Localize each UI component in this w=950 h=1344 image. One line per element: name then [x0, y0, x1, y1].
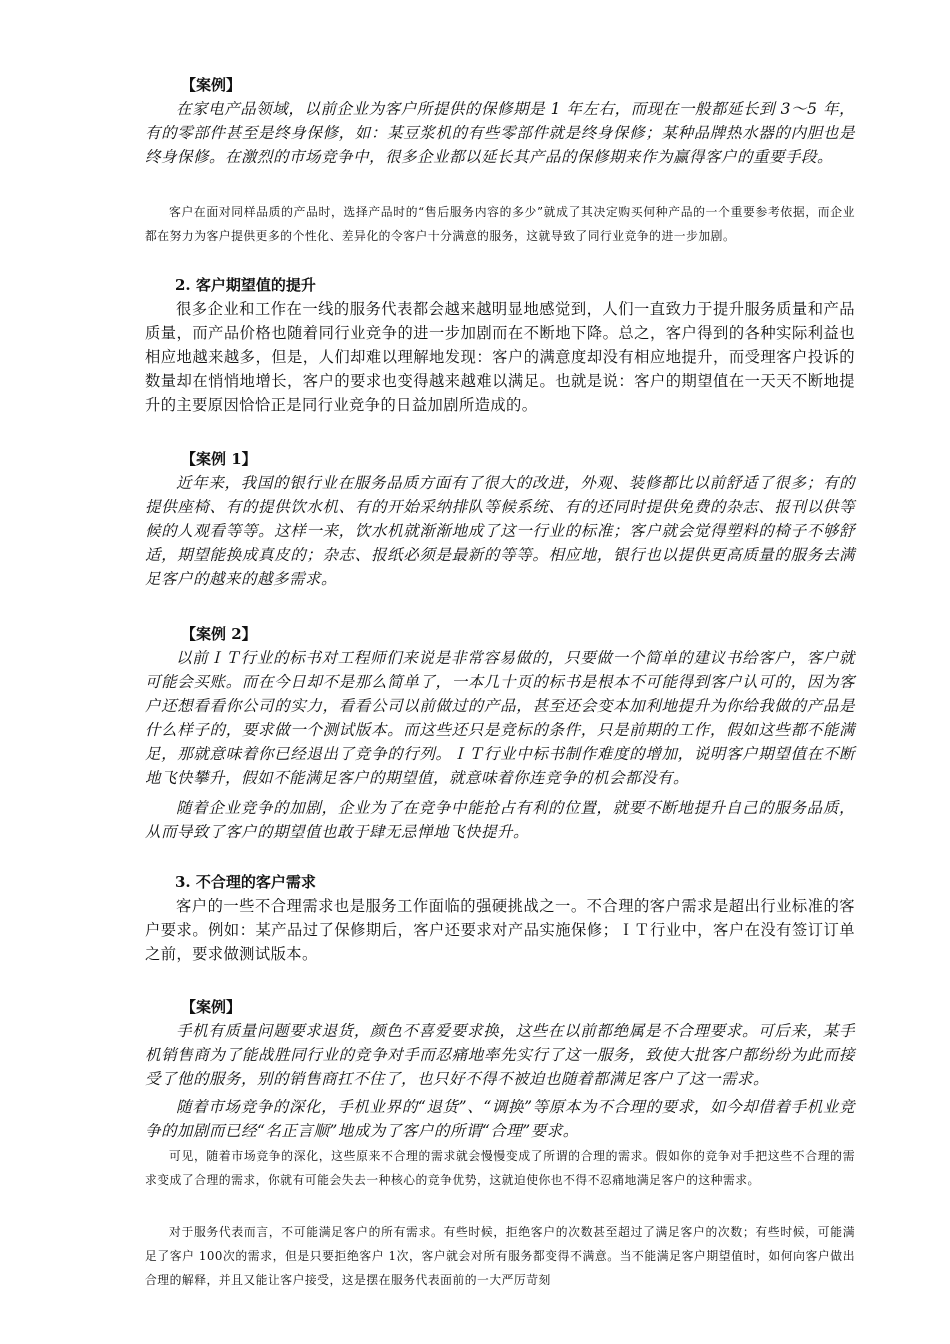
case-text-2: 近年来，我国的银行业在服务品质方面有了很大的改进，外观、装修都比以前舒适了很多；有的提供座椅、有的提供饮水机、有的开始采纳排队等候系统、有的还同时提供免费的杂志、报刊以供等候的人观看等等。这样一来，饮水机就渐渐地成了这一行业的标准；客户就会觉得塑料的椅子不够舒适，期望能换成真皮的；杂志、报纸必须是最新的等等。相应地，银行也以提供更高质量的服务去满足客户的越来的越多需求。 [145, 474, 855, 588]
paragraph-section-3: 客户的一些不合理需求也是服务工作面临的强硬挑战之一。不合理的客户需求是超出行业标准的客户要求。例如：某产品过了保修期后，客户还要求对产品实施保修；ＩＴ行业中，客户在没有签订订单之前，要求做测试版本。 [145, 897, 855, 963]
paragraph-after-case-1: 客户在面对同样品质的产品时，选择产品时的“售后服务内容的多少”就成了其决定购买何种产品的一个重要参考依据，而企业都在努力为客户提供更多的个性化、差异化的令客户十分满意的服务，这就导致了同行业竞争的进一步加剧。 [145, 205, 855, 243]
section-heading-3: 3. 不合理的客户需求 [175, 873, 316, 891]
case-text-4b: 随着市场竞争的深化，手机业界的“退货”、“调换”等原本为不合理的要求，如今却借着手机业竞争的加剧而已经“名正言顺”地成为了客户的所谓“合理”要求。 [145, 1098, 855, 1140]
paragraph-section-2: 很多企业和工作在一线的服务代表都会越来越明显地感觉到，人们一直致力于提升服务质量和产品质量，而产品价格也随着同行业竞争的进一步加剧而在不断地下降。总之，客户得到的各种实际利益也相应地越来越多，但是，人们却难以理解地发现：客户的满意度却没有相应地提升，而受理客户投诉的数量却在悄悄地增长，客户的要求也变得越来越难以满足。也就是说：客户的期望值在一天天不断地提升的主要原因恰恰正是同行业竞争的日益加剧所造成的。 [145, 300, 855, 414]
case-text-1: 在家电产品领域，以前企业为客户所提供的保修期是 1 年左右，而现在一般都延长到 3～5 年，有的零部件甚至是终身保修，如：某豆浆机的有些零部件就是终身保修；某种品牌热水器的内胆也是终身保修。在激烈的市场竞争中，很多企业都以延长其产品的保修期来作为赢得客户的重要手段。 [145, 100, 855, 166]
case-text-4a: 手机有质量问题要求退货，颜色不喜爱要求换，这些在以前都绝属是不合理要求。可后来，某手机销售商为了能战胜同行业的竞争对手而忍痛地率先实行了这一服务，致使大批客户都纷纷为此而接受了他的服务，别的销售商扛不住了，也只好不得不被迫也随着都满足客户了这一需求。 [145, 1022, 855, 1088]
section-heading-2: 2. 客户期望值的提升 [175, 276, 316, 294]
case-label-2: 【案例 1】 [181, 450, 257, 468]
case-text-3b: 随着企业竞争的加剧，企业为了在竞争中能抢占有利的位置，就要不断地提升自己的服务品质，从而导致了客户的期望值也敢于肆无忌惮地飞快提升。 [145, 799, 855, 841]
paragraph-end-2: 对于服务代表而言，不可能满足客户的所有需求。有些时候，拒绝客户的次数甚至超过了满足客户的次数；有些时候，可能满足了客户 100次的需求，但是只要拒绝客户 1次，客户就会对所有服务都变得不满意。当不能满足客户期望值时，如何向客户做出合理的解释，并且又能让客户接受，这是摆在服务代表面前的一大严厉苛刻 [145, 1225, 855, 1287]
case-label-1: 【案例】 [181, 76, 242, 94]
paragraph-end-1: 可见，随着市场竞争的深化，这些原来不合理的需求就会慢慢变成了所谓的合理的需求。假如你的竞争对手把这些不合理的需求变成了合理的需求，你就有可能会失去一种核心的竞争优势，这就迫使你也不得不忍痛地满足客户的这种需求。 [145, 1149, 855, 1187]
case-text-3a: 以前ＩＴ行业的标书对工程师们来说是非常容易做的，只要做一个简单的建议书给客户，客户就可能会买账。而在今日却不是那么简单了，一本几十页的标书是根本不可能得到客户认可的，因为客户还想看看你公司的实力，看看公司以前做过的产品，甚至还会变本加利地提升为你给我做的产品是什么样子的，要求做一个测试版本。而这些还只是竞标的条件，只是前期的工作，假如这些都不能满足，那就意味着你已经退出了竞争的行列。ＩＴ行业中标书制作难度的增加，说明客户期望值在不断地飞快攀升，假如不能满足客户的期望值，就意味着你连竞争的机会都没有。 [145, 649, 855, 787]
case-label-4: 【案例】 [181, 998, 242, 1016]
case-label-3: 【案例 2】 [181, 625, 257, 643]
